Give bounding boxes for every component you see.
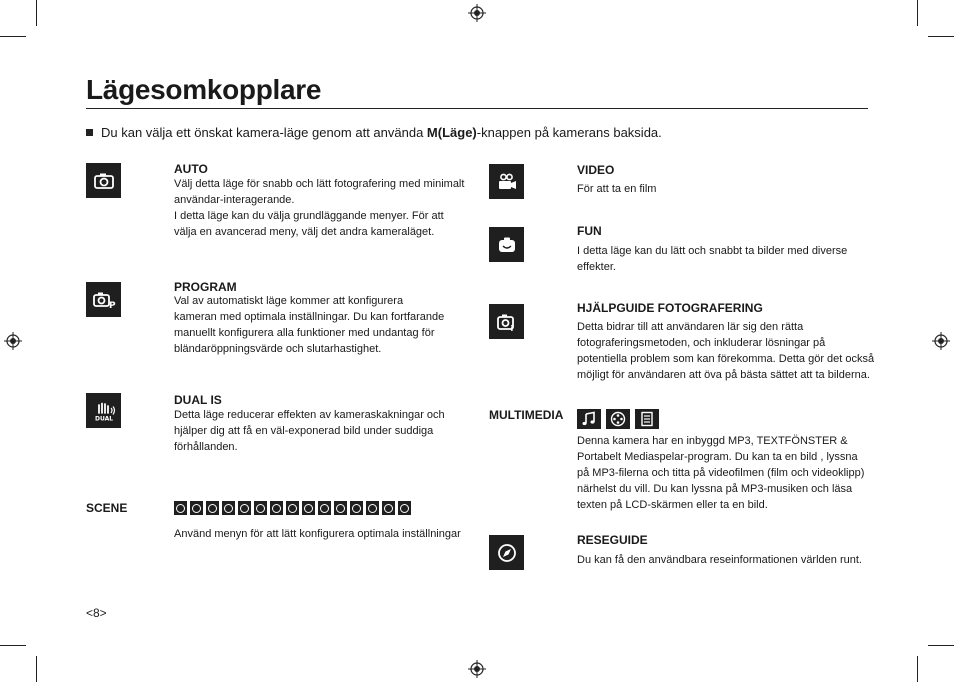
scene-mode-icon (206, 501, 219, 515)
registration-mark-icon (468, 4, 486, 22)
crop-mark (917, 656, 918, 682)
scene-mode-icon (190, 501, 203, 515)
fun-text: I detta läge kan du lätt och snabbt ta bilder med diverse effekter. (577, 245, 848, 273)
bullet-square-icon (86, 129, 93, 136)
auto-heading: AUTO (174, 162, 208, 176)
svg-text:i: i (510, 323, 513, 333)
video-heading: VIDEO (577, 163, 615, 177)
text-document-icon (635, 409, 659, 429)
film-reel-icon (606, 409, 630, 429)
scene-mode-icon (238, 501, 251, 515)
travel-text: Du kan få den användbara reseinformationen världen runt. (577, 554, 862, 566)
page-title: Lägesomkopplare (86, 74, 322, 105)
scene-mode-icon (270, 501, 283, 515)
fun-camera-icon (489, 227, 524, 262)
crop-mark (36, 0, 37, 26)
scene-text: Använd menyn för att lätt konfigurera optimala inställningar (174, 528, 461, 540)
scene-icon-strip (174, 501, 411, 515)
page-number: <8> (86, 606, 107, 620)
multimedia-label: MULTIMEDIA (489, 408, 564, 422)
scene-mode-icon (302, 501, 315, 515)
guide-text: Detta bidrar till att användaren lär sig den rätta fotograferingsmetoden, och inkluderar lösningar på potentiella problem som kan förekomma. Detta gör det också möjligt för användaren att öva på bästa sättet att ta bilderna. (577, 321, 875, 381)
program-text: Val av automatiskt läge kommer att konfigurera kameran med optimala inställningar. Du kan fortfarande manuellt konfigurera alla funktioner med undantag för bländaröppningsvärde och slutarhastighet. (174, 295, 445, 355)
intro-after: -knappen på kamerans baksida. (476, 125, 662, 140)
title-rule (86, 108, 868, 109)
scene-label: SCENE (86, 501, 128, 515)
dual-text: Detta läge reducerar effekten av kameraskakningar och hjälper dig att få en väl-exponerad bild under suddiga förhållanden. (174, 409, 445, 453)
auto-text: Välj detta läge för snabb och lätt fotografering med minimalt användar-interagerande. I detta läge kan du välja grundläggande menyer. För att välja en avancerad meny, välj det andra kameraläget. (174, 178, 465, 238)
travel-heading: RESEGUIDE (577, 533, 648, 547)
crop-mark (928, 645, 954, 646)
fun-heading: FUN (577, 224, 602, 238)
scene-mode-icon (366, 501, 379, 515)
multimedia-icon-group (577, 409, 659, 429)
guide-heading: HJÄLPGUIDE FOTOGRAFERING (577, 301, 763, 315)
music-note-icon (577, 409, 601, 429)
scene-mode-icon (222, 501, 235, 515)
scene-mode-icon (286, 501, 299, 515)
multimedia-text: Denna kamera har en inbyggd MP3, TEXTFÖNSTER & Portabelt Mediaspelar-program. Du kan ta en bild , lyssna på MP3-filerna och titta på videofilmen (film och videoklipp) närhelst du vill. Du kan lyssna på MP3-musiken och läsa texten på LCD-skärmen eller ta en bild. (577, 435, 865, 511)
scene-mode-icon (398, 501, 411, 515)
scene-mode-icon (350, 501, 363, 515)
scene-mode-icon (382, 501, 395, 515)
camera-program-icon (86, 282, 121, 317)
program-heading: PROGRAM (174, 280, 237, 294)
intro-bold: M(Läge) (426, 125, 477, 140)
scene-mode-icon (318, 501, 331, 515)
scene-mode-icon (174, 501, 187, 515)
dual-icon-text: DUAL (94, 415, 113, 422)
crop-mark (0, 645, 26, 646)
registration-mark-icon (932, 332, 950, 350)
registration-mark-icon (4, 332, 22, 350)
compass-icon (489, 535, 524, 570)
svg-text:P: P (108, 300, 116, 311)
video-camera-icon (489, 164, 524, 199)
intro-before: Du kan välja ett önskat kamera-läge genom att använda (101, 125, 427, 140)
scene-mode-icon (334, 501, 347, 515)
registration-mark-icon (468, 660, 486, 678)
scene-mode-icon (254, 501, 267, 515)
crop-mark (917, 0, 918, 26)
intro-text (86, 125, 662, 140)
camera-icon (86, 163, 121, 198)
crop-mark (36, 656, 37, 682)
video-text: För att ta en film (577, 183, 657, 195)
crop-mark (0, 36, 26, 37)
dual-heading: DUAL IS (174, 393, 222, 407)
crop-mark (928, 36, 954, 37)
guide-camera-icon (489, 304, 524, 339)
dual-is-hand-icon (86, 393, 121, 428)
